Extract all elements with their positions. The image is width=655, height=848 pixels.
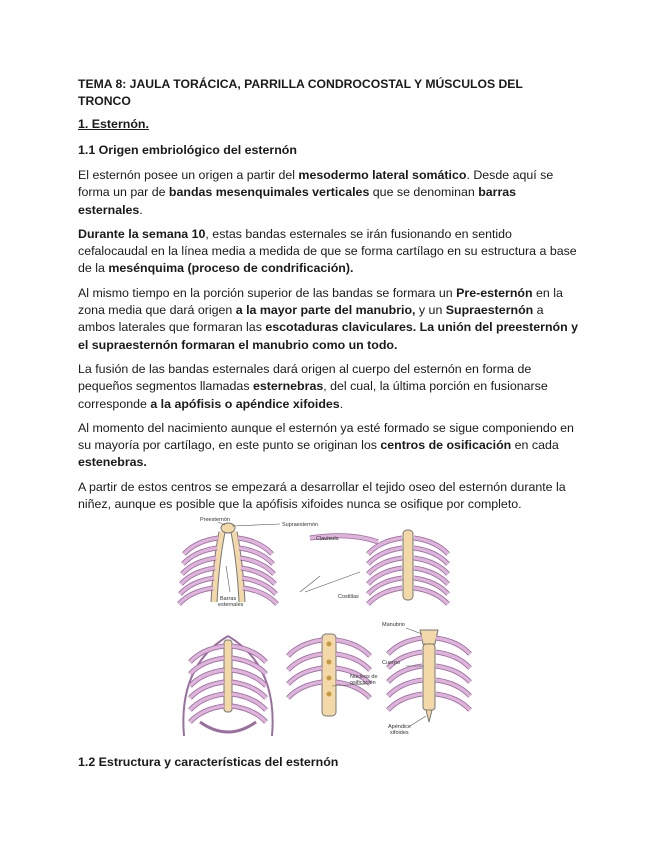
subsection-heading-estructura: 1.2 Estructura y características del esternón [78, 755, 339, 769]
paragraph-2: Durante la semana 10, estas bandas esternales se irán fusionando en sentido cefalocaudal en la línea media a medida de que se forma cartílago en su estructura a base de la mesénquima (proceso de condrificación). [78, 226, 577, 276]
label-preesternon: Preesternón [200, 517, 230, 523]
label-costillas: Costillas [338, 594, 359, 600]
label-supraesternon: Supraesternón [282, 522, 319, 528]
paragraph-1: El esternón posee un origen a partir del mesodermo lateral somático. Desde aquí se forma un par de bandas mesenquimales verticales que se denominan barras esternales. [78, 168, 554, 217]
label-xifoides: xifoides [390, 730, 409, 736]
panel-fusion-clavicle [300, 530, 448, 604]
label-osificacion: osificación [350, 680, 376, 686]
panel-sternal-bars [179, 517, 318, 608]
label-apendice: Apéndice [388, 724, 411, 730]
document-title: TEMA 8: JAULA TORÁCICA, PARRILLA CONDROCOSTAL Y MÚSCULOS DEL TRONCO [78, 77, 523, 108]
paragraph-5: Al momento del nacimiento aunque el esternón ya esté formado se sigue componiendo en su mayoría por cartílago, en este punto se originan los centros de osificación en cada estenebras. [78, 420, 574, 470]
paragraph-3: Al mismo tiempo en la porción superior de las bandas se formara un Pre-esternón en la zona media que dará origen a la mayor parte del manubrio, y un Supraesternón a ambos laterales que formaran las escotaduras claviculares. La unión del preesternón y el supraesternón formaran el manubrio como un todo. [78, 285, 578, 352]
label-esternales: esternales [218, 602, 244, 608]
sternum-development-figure [170, 516, 500, 748]
label-cuerpo: Cuerpo [382, 660, 401, 666]
section-heading-esternon: 1. Esternón. [78, 117, 149, 131]
document-body [78, 76, 578, 520]
subsection-heading-origen: 1.1 Origen embriológico del esternón [78, 143, 297, 157]
label-manubrio: Manubrio [382, 622, 405, 628]
label-nucleos: Núcleos de [350, 674, 378, 680]
paragraph-4: La fusión de las bandas esternales dará origen al cuerpo del esternón en forma de pequeños segmentos llamadas esternebras, del cual, la última porción en fusionarse corresponde a la apófisis o apéndice xifoides. [78, 361, 548, 411]
panel-adult-sternum [382, 622, 470, 736]
panel-rib-cage [183, 636, 272, 736]
label-barras: Barras [220, 596, 237, 602]
paragraph-6: A partir de estos centros se empezará a desarrollar el tejido oseo del esternón durante la niñez, aunque es posible que la apófisis xifoides nunca se osifique por completo. [78, 479, 566, 512]
panel-ossification [288, 634, 378, 716]
sternum-illustration [170, 516, 500, 748]
label-clavicula: Clavícula [316, 536, 339, 542]
